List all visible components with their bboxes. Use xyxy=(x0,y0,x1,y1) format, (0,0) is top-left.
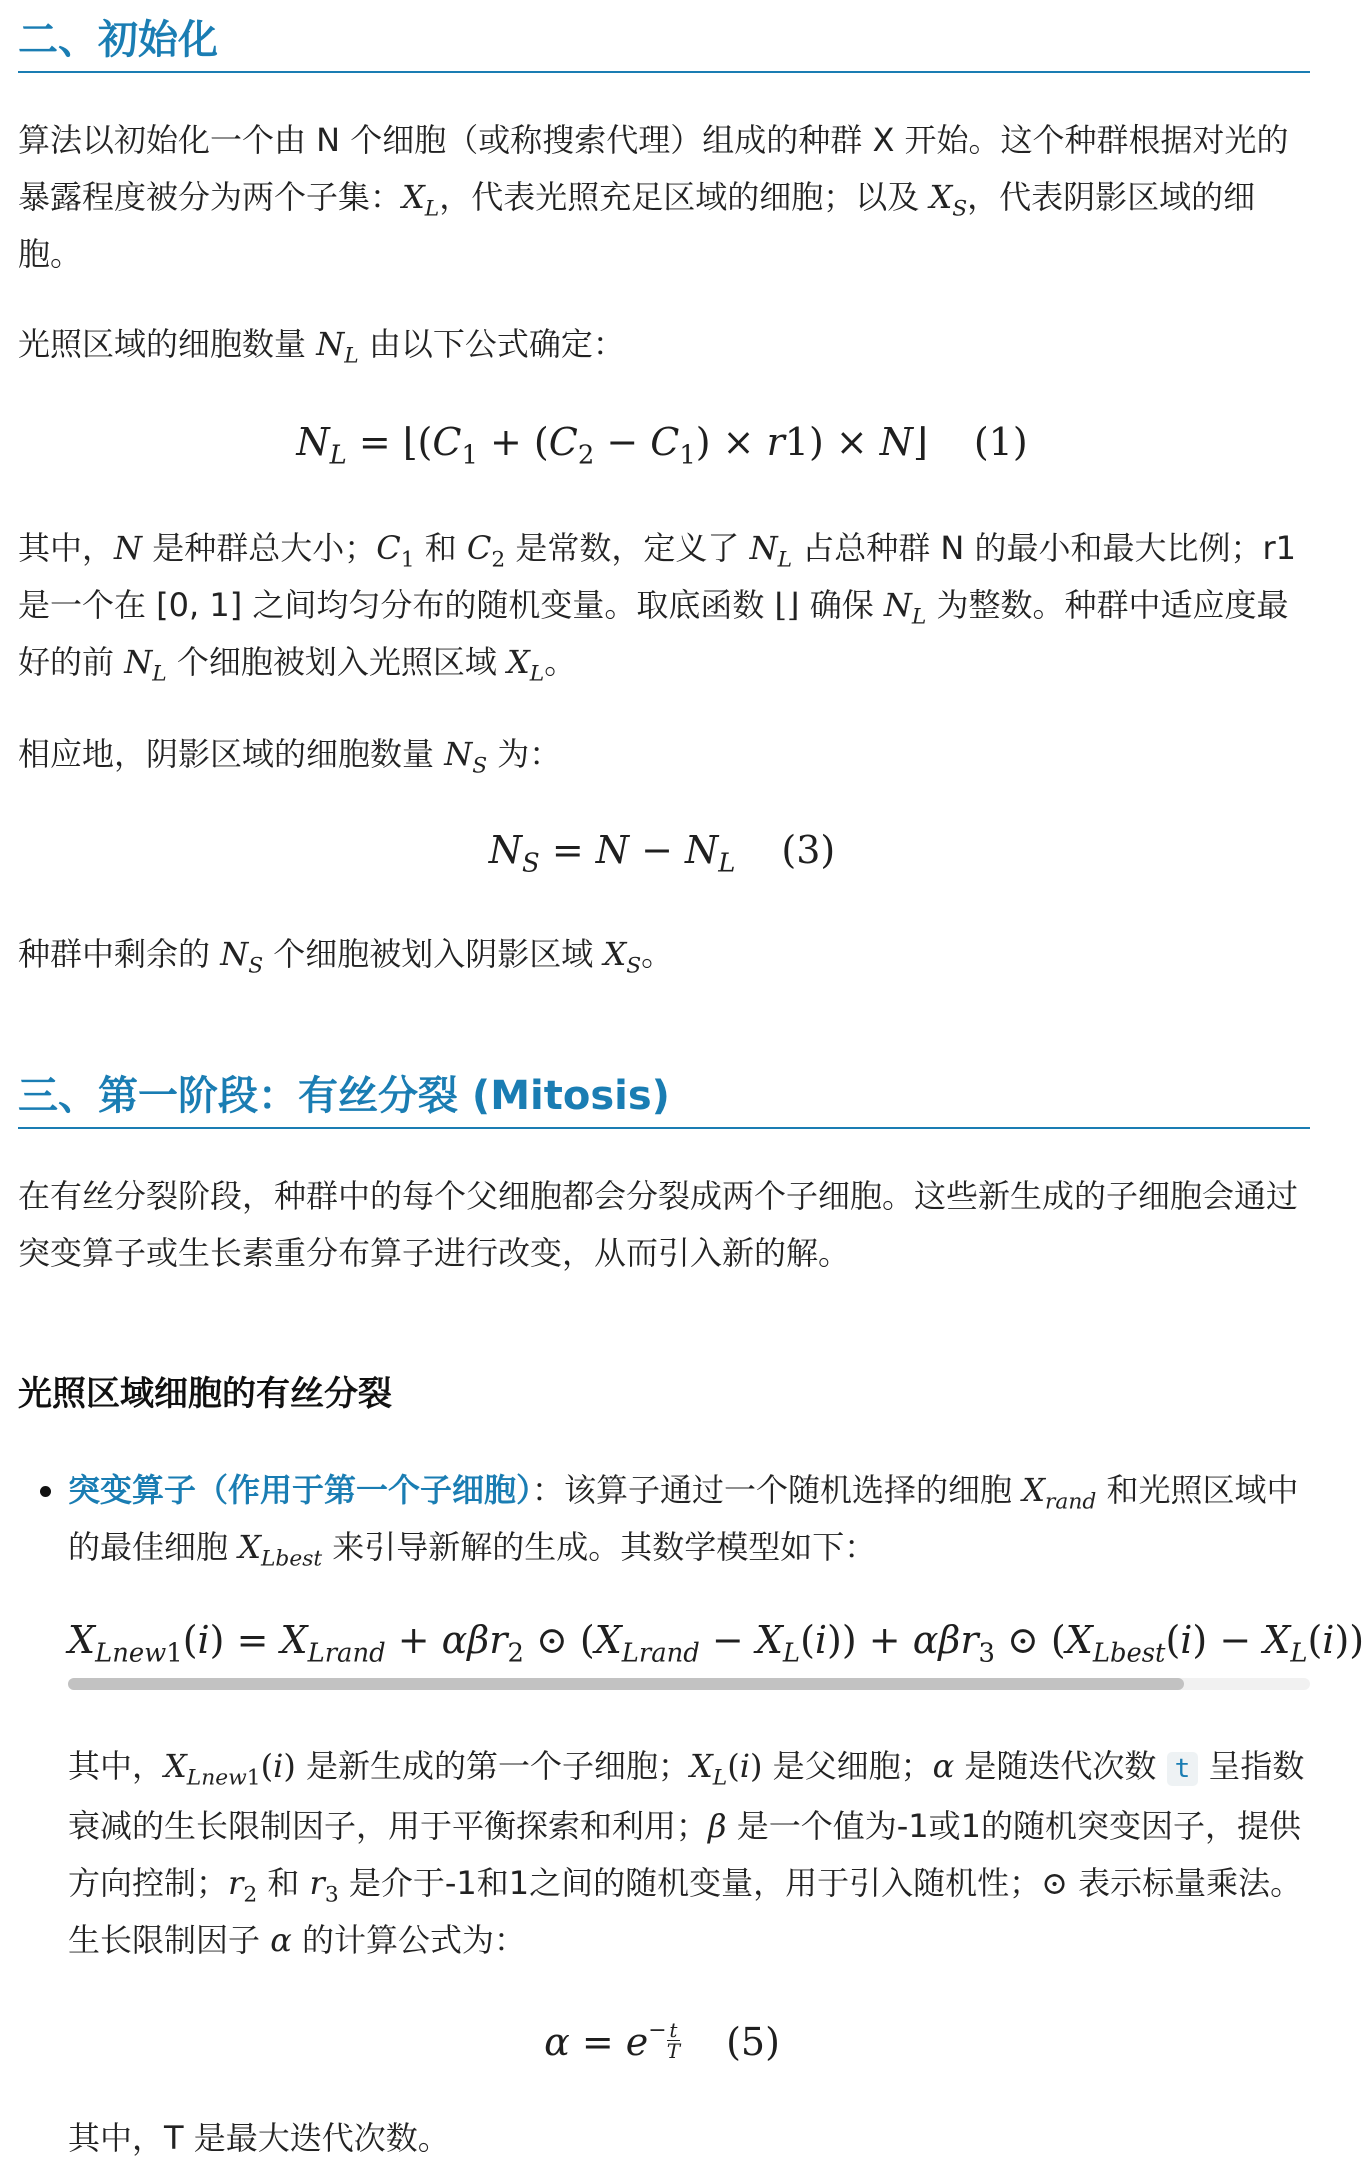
section-heading-initialization: 二、初始化 xyxy=(18,8,1310,73)
paragraph-mitosis-intro: 在有丝分裂阶段，种群中的每个父细胞都会分裂成两个子细胞。这些新生成的子细胞会通过突变算子或生长素重分布算子进行改变，从而引入新的解。 xyxy=(18,1177,1299,1272)
paragraph-max-iterations: 其中，T 是最大迭代次数。 xyxy=(68,2119,450,2157)
paragraph-ns-intro: 相应地，阴影区域的细胞数量 $N_S$ 为： xyxy=(18,735,562,779)
inline-code-t: t xyxy=(1167,1752,1199,1786)
paragraph-mutation-description: 其中，$X_{Lnew1}(i)$ 是新生成的第一个子细胞；$X_L(i)$ 是父细胞；α 是随迭代次数 t 呈指数衰减的生长限制因子，用于平衡探索和利用；β 是一个值为-1或1的随机突变因子，提供方向控制；$r_2$ 和 $r_3$ 是介于-1和1之间的随机变量，用于引入随机性；⊙ 表示标量乘法。生长限制因子 α 的计算公式为： xyxy=(68,1747,1305,1959)
paragraph-shadow-cells: 种群中剩余的 $N_S$ 个细胞被划入阴影区域 $X_S$。 xyxy=(18,935,674,979)
subheading-lit-cells-mitosis: 光照区域细胞的有丝分裂 xyxy=(18,1374,392,1414)
equation-number: (5) xyxy=(726,2020,780,2064)
equation-3: $N_S = N - N_L$ (3) xyxy=(488,828,836,879)
equation-4-scroll-container[interactable]: $X_{Lnew1}(i) = X_{Lrand} + \alpha\beta r_2$ ⊙ $(X_{Lrand} - X_L(i)) + \alpha\beta r_3$ ⊙ $(X_{Lbest}(i) - X_L(i))$ xyxy=(68,1618,1364,1669)
equation-1: $N_L$ = $⌊(C_1 + (C_2 - C_1) \times r1)$ × N⌋ (1) xyxy=(296,420,1028,471)
list-item-text: 突变算子（作用于第一个子细胞）：该算子通过一个随机选择的细胞 $X_{rand}$ 和光照区域中的最佳细胞 $X_{Lbest}$ 来引导新解的生成。其数学模型如下： xyxy=(68,1471,1299,1572)
paragraph-population-intro: 算法以初始化一个由 N 个细胞（或称搜索代理）组成的种群 X 开始。这个种群根据对光的暴露程度被分为两个子集：$X_L$，代表光照充足区域的细胞；以及 $X_S$，代表阴影区域的细胞。 xyxy=(18,121,1289,273)
bullet-dot xyxy=(40,1486,51,1497)
paragraph-nl-definition: 其中，N 是种群总大小；$C_1$ 和 $C_2$ 是常数，定义了 $N_L$ 占总种群 N 的最小和最大比例；r1是一个在 [0, 1] 之间均匀分布的随机变量。取底函数 ⌊⌋ 确保 $N_L$ 为整数。种群中适应度最好的前 $N_L$ 个细胞被划入光照区域 $X_L$。 xyxy=(18,529,1297,687)
horizontal-scrollbar[interactable] xyxy=(68,1678,1310,1690)
equation-number: (3) xyxy=(781,828,836,872)
equation-number: (1) xyxy=(973,420,1028,464)
equation-5: α = e− $\frac{t}{T}$ (5) xyxy=(544,2018,780,2064)
paragraph-nl-intro: 光照区域的细胞数量 $N_L$ 由以下公式确定： xyxy=(18,325,625,369)
scrollbar-thumb[interactable] xyxy=(68,1678,1184,1690)
section-heading-mitosis: 三、第一阶段：有丝分裂 (Mitosis) xyxy=(18,1064,1310,1129)
